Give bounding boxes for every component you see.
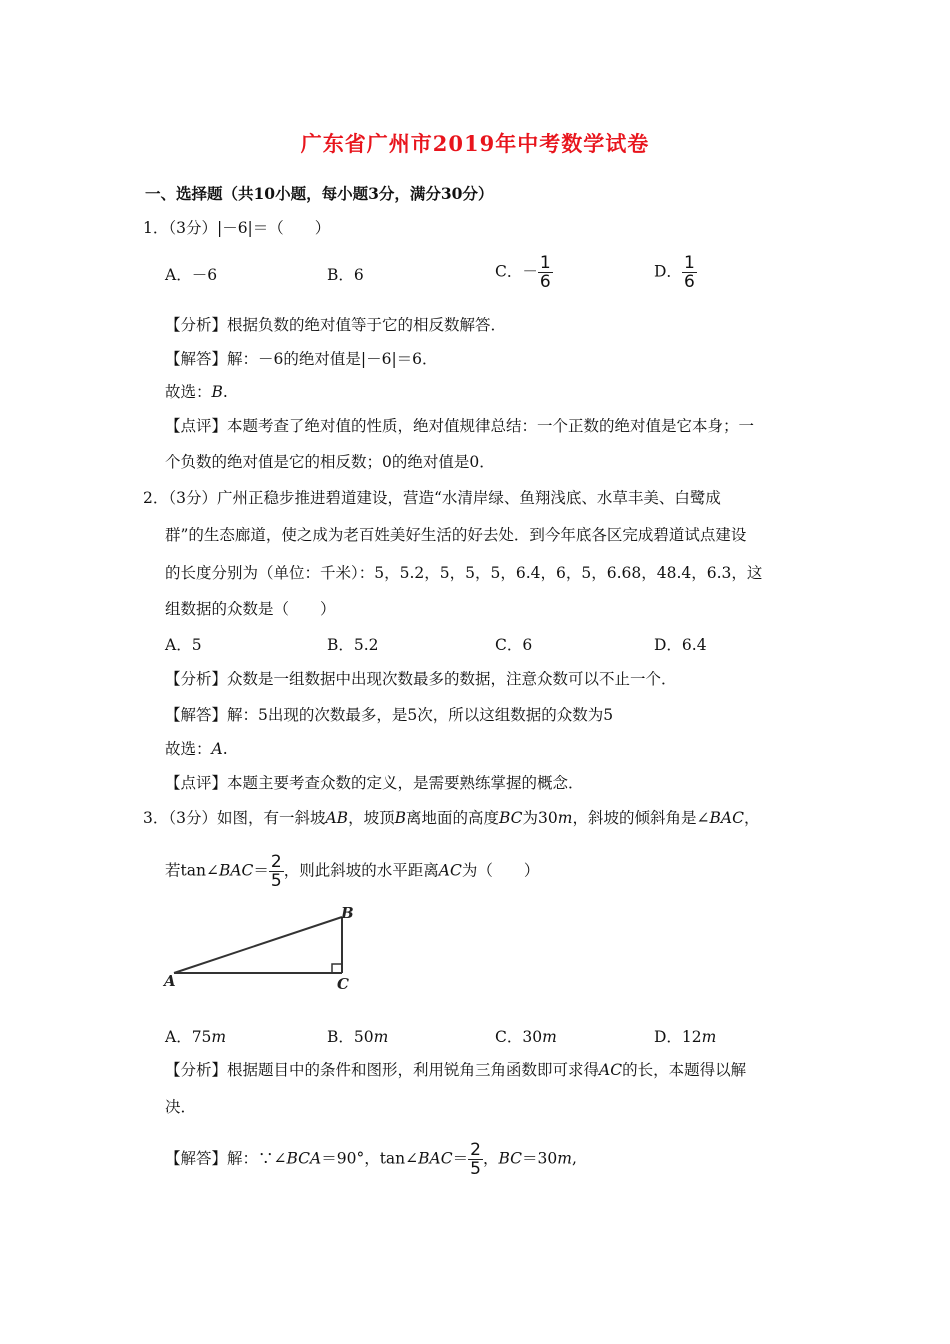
q2-stem-line2: 群”的生态廊道，使之成为老百姓美好生活的好去处．到今年底各区完成碧道试点建设 [165,526,747,544]
section-heading: 一、选择题（共10小题，每小题3分，满分30分） [145,184,494,203]
vertex-label-a: A [164,972,176,990]
text: 3．（3分）如图，有一斜坡 [143,809,326,827]
math-var: BC [499,809,523,827]
fraction-numerator: 2 [470,1140,481,1160]
text: ，坡顶 [348,809,395,827]
q1-choice: 故选：B. [165,383,228,401]
text: ＝ [253,861,269,880]
q2-stem-line1: 2．（3分）广州正稳步推进碧道建设，营造“水清岸绿、鱼翔浅底、水草丰美、白鹭成 [143,489,721,507]
option-unit: m [211,1028,227,1046]
q3-solution-fraction [468,1141,483,1178]
q1-option-d-label: D． [654,262,682,281]
text: 若tan∠ [165,861,219,880]
q3-option-c [495,1025,557,1047]
q2-choice: 故选：A. [165,740,228,758]
q3-analysis-line2: 决． [165,1098,197,1116]
fraction-numerator: 1 [539,253,551,273]
math-var: BCA [286,1149,322,1168]
page-title: 广东省广州市2019年中考数学试卷 [300,131,650,156]
text: ＝90°，tan∠ [321,1149,419,1168]
option-unit: m [701,1028,717,1046]
q3-option-d [654,1025,716,1047]
text: 【分析】根据题目中的条件和图形，利用锐角三角函数即可求得 [165,1061,600,1079]
choice-prefix: 故选： [165,740,212,758]
q3-analysis-line1 [165,1058,746,1080]
q2-option-d: D．6.4 [654,636,707,654]
q2-option-c: C．6 [495,636,533,654]
q1-option-a: A．－6 [165,266,218,284]
text: , [571,1149,577,1168]
q1-option-d-fraction [682,254,697,291]
text: ＝30 [522,1149,558,1168]
right-angle-mark [332,964,342,973]
q2-answer: 【解答】解：5出现的次数最多，是5次，所以这组数据的众数为5 [165,706,614,724]
text: 的长，本题得以解 [622,1061,747,1079]
q2-analysis: 【分析】众数是一组数据中出现次数最多的数据，注意众数可以不止一个． [165,670,677,688]
text: ， [743,809,760,827]
vertex-label-b: B [341,904,354,922]
slope-line-ab [174,917,342,973]
q1-comment-line2: 个负数的绝对值是它的相反数；0的绝对值是0． [165,453,495,471]
q3-option-a [165,1025,226,1047]
q2-stem-line3: 的长度分别为（单位：千米）：5，5.2，5，5，5，6.4，6，5，6.68，48.4，6.3，这 [165,564,763,582]
q1-comment-line1: 【点评】本题考查了绝对值的性质，绝对值规律总结：一个正数的绝对值是它本身；一 [165,417,755,435]
text: 离地面的高度 [405,809,499,827]
text: ，斜坡的倾斜角是∠ [572,809,710,827]
option-unit: m [373,1028,389,1046]
option-value: B．50 [327,1028,374,1046]
q3-stem-line2 [165,853,539,890]
q3-stem-line1 [143,806,759,828]
option-value: D．12 [654,1028,702,1046]
vertex-label-c: C [337,975,349,993]
q2-comment: 【点评】本题主要考查众数的定义，是需要熟练掌握的概念． [165,774,584,792]
text: 为（ ） [461,861,540,880]
math-unit: m [557,809,573,827]
q1-option-c [495,254,553,291]
text: ＝ [452,1149,469,1168]
math-var: B [394,809,406,827]
fraction-denominator: 5 [470,1159,481,1179]
math-var: AB [325,809,349,827]
fraction-denominator: 6 [539,272,551,292]
math-unit: m [557,1149,572,1168]
q1-answer: 【解答】解：－6的绝对值是|－6|＝6． [165,350,438,368]
math-var: BAC [418,1149,453,1168]
text: 为30 [522,809,558,827]
choice-letter: B [211,383,223,401]
q1-option-c-label: C．－ [495,262,538,281]
math-var: BAC [709,809,744,827]
text: 【解答】解：∵∠ [165,1149,287,1168]
q3-fraction [269,853,284,890]
choice-letter: A [211,740,223,758]
q2-stem-line4: 组数据的众数是（ ） [165,600,336,618]
fraction-numerator: 1 [683,253,695,273]
q1-option-c-fraction [538,254,553,291]
math-var: AC [438,861,462,880]
fraction-denominator: 6 [683,272,695,292]
q1-analysis: 【分析】根据负数的绝对值等于它的相反数解答． [165,316,507,334]
option-value: C．30 [495,1028,543,1046]
fraction-denominator: 5 [270,871,282,891]
q1-option-d [654,254,697,291]
option-value: A．75 [165,1028,212,1046]
q1-stem: 1．（3分）|－6|＝（ ） [143,219,331,237]
q3-solution: 【解答】解：∵∠BCA＝90°，tan∠BAC＝ $\frac{2}{5}$ ，BC＝30m, [165,1140,577,1179]
fraction-numerator: 2 [270,852,282,872]
slope-figure [160,900,360,995]
q1-option-b: B．6 [327,266,364,284]
math-var: BC [498,1149,523,1168]
text: ，则此斜坡的水平距离 [283,861,439,880]
math-var: AC [599,1061,623,1079]
math-var: BAC [218,861,254,880]
choice-prefix: 故选： [165,383,212,401]
q2-option-b: B．5.2 [327,636,379,654]
q3-option-b [327,1025,388,1047]
option-unit: m [542,1028,557,1046]
q2-option-a: A．5 [165,636,202,654]
